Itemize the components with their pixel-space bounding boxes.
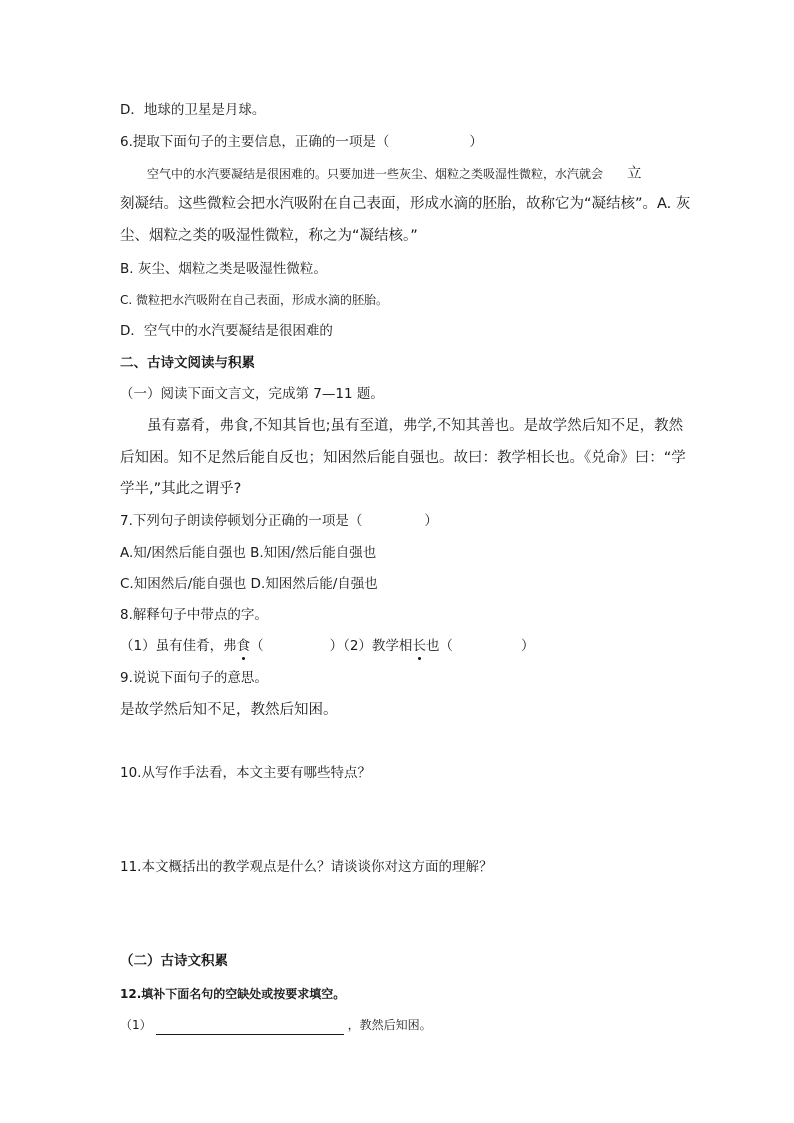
q12-item1-post: ，教然后知困。 (347, 1018, 432, 1032)
classical-passage-line-1: 虽有嘉肴，弗食,不知其旨也;虽有至道，弗学,不知其善也。是故学然后知不足，教然 (147, 418, 684, 434)
question-6 (120, 132, 483, 152)
question-12-item-1 (120, 1015, 432, 1035)
q12-answer-blank[interactable] (156, 1019, 344, 1035)
option-d-earth: D．地球的卫星是月球。 (120, 102, 266, 118)
q8-item1-close: ）（2）教学相 (329, 638, 413, 654)
option-b: B. 灰尘、烟粒之类是吸湿性微粒。 (120, 261, 327, 277)
question-12: 12.填补下面名句的空缺处或按要求填空。 (120, 987, 346, 1001)
question-7-options-cd: C.知困然后/能自强也 D.知困然后能/自强也 (120, 576, 378, 592)
question-7 (120, 511, 438, 531)
question-9-sentence: 是故学然后知不足，教然后知困。 (120, 702, 338, 718)
question-6-text: 6.提取下面句子的主要信息，正确的一项是（ (120, 134, 390, 150)
passage-6-line-1-text: 空气中的水汽要凝结是很困难的。只要加进一些灰尘、烟粒之类吸湿性微粒，水汽就会 (147, 167, 604, 181)
q8-item2-close: ） (520, 638, 535, 654)
question-11: 11.本文概括出的教学观点是什么？请谈谈你对这方面的理解？ (120, 859, 493, 875)
q8-dotted-char-2: 长 (412, 638, 426, 654)
section-2-heading: 二、古诗文阅读与积累 (120, 355, 255, 371)
q8-item2-post: 也（ (425, 638, 453, 654)
q8-dotted-char-1: 食 (236, 638, 251, 654)
question-9: 9.说说下面句子的意思。 (120, 670, 268, 686)
q8-item1-pre: （1）虽有佳肴，弗 (120, 638, 237, 654)
question-6-close: ） (469, 134, 483, 150)
subsection-1-heading: （一）阅读下面文言文，完成第 7—11 题。 (120, 386, 384, 402)
question-10: 10.从写作手法看，本文主要有哪些特点？ (120, 765, 371, 781)
subsection-2-heading: （二）古诗文积累 (120, 953, 228, 969)
question-7-text: 7.下列句子朗读停顿划分正确的一项是（ (120, 513, 363, 529)
classical-passage-line-3: 学半,”其此之谓乎? (120, 481, 242, 497)
q8-item1-open: （ (250, 638, 264, 654)
option-d: D．空气中的水汽要凝结是很困难的 (120, 323, 333, 339)
passage-6-line-1 (147, 164, 642, 184)
passage-6-line-1-tail: 立 (627, 166, 642, 182)
question-8: 8.解释句子中带点的字。 (120, 607, 268, 623)
q12-item1-pre: （1） (120, 1018, 152, 1032)
question-7-close: ） (424, 513, 438, 529)
question-8-items (120, 636, 534, 656)
classical-passage-line-2: 后知困。知不足然后能自反也；知困然后能自强也。故曰：教学相长也。《兑命》曰：“学 (120, 450, 686, 466)
passage-6-line-3: 尘、烟粒之类的吸湿性微粒，称之为“凝结核。” (120, 228, 418, 244)
option-c: C. 微粒把水汽吸附在自己表面，形成水滴的胚胎。 (120, 293, 389, 307)
question-7-options-ab: A.知/困然后能自强也 B.知困/然后能自强也 (120, 545, 377, 561)
passage-6-line-2: 刻凝结。这些微粒会把水汽吸附在自己表面，形成水滴的胚胎，故称它为“凝结核”。A. 灰 (120, 196, 691, 212)
